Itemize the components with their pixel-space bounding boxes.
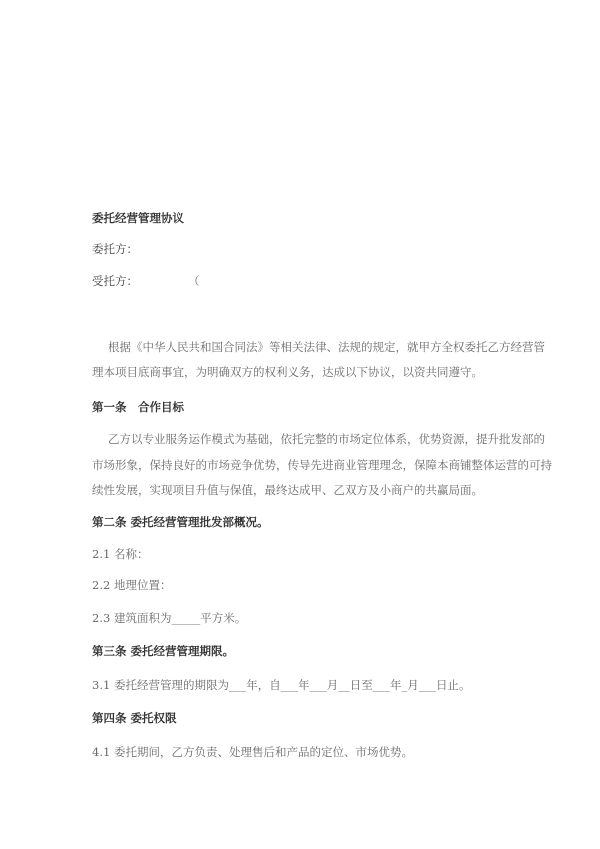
trustee-paren: （ [188, 274, 200, 288]
article-body-line: 市场形象，保持良好的市场竞争优势，传导先进商业管理理念，保障本商铺整体运营的可持 [92, 458, 552, 472]
clause-item: 4.1 委托期间，乙方负责、处理售后和产品的定位、市场优势。 [92, 745, 413, 759]
document-title: 委托经营管理协议 [92, 211, 184, 225]
clause-item: 2.2 地理位置： [92, 578, 172, 592]
article-body-line: 乙方以专业服务运作模式为基础，依托完整的市场定位体系，优势资源，提升批发部的 [108, 432, 545, 446]
article-heading: 第四条 委托权限 [92, 711, 177, 725]
trustee-label: 受托方： [92, 274, 138, 288]
clause-item: 2.1 名称： [92, 547, 149, 561]
preamble-line: 根据《中华人民共和国合同法》等相关法律、法规的规定，就甲方全权委托乙方经营管 [108, 340, 545, 354]
principal-label: 委托方： [92, 242, 138, 256]
preamble-line: 理本项目底商事宜，为明确双方的权利义务，达成以下协议，以资共同遵守。 [92, 365, 483, 379]
clause-item: 2.3 建筑面积为_____平方米。 [92, 611, 247, 625]
article-heading: 第一条 合作目标 [92, 400, 184, 414]
article-heading: 第二条 委托经营管理批发部概况。 [92, 515, 269, 529]
article-heading: 第三条 委托经营管理期限。 [92, 644, 235, 658]
article-body-line: 续性发展，实现项目升值与保值，最终达成甲、乙双方及小商户的共赢局面。 [92, 483, 483, 497]
clause-item: 3.1 委托经营管理的期限为___年，自___年___月__日至___年_月___日止。 [92, 678, 471, 692]
